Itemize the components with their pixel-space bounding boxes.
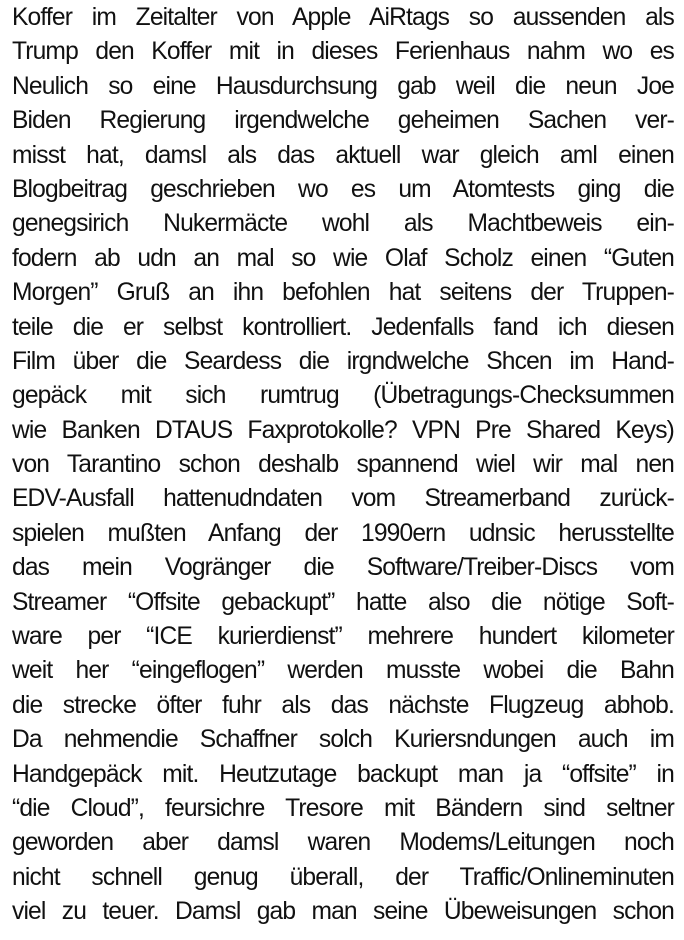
text-line: Film über die Seardess die irgndwelche Shcen im Hand- bbox=[12, 347, 674, 375]
text-line: Da nehmendie Schaffner solch Kuriersndungen auch im bbox=[12, 726, 674, 754]
text-line: ware per “ICE kurierdienst” mehrere hundert kilometer bbox=[12, 623, 674, 651]
text-line: spielen mußten Anfang der 1990ern udnsic herusstellte bbox=[12, 519, 674, 547]
text-line: viel zu teuer. Damsl gab man seine Übeweisungen schon bbox=[12, 898, 674, 926]
text-line: Blogbeitrag geschrieben wo es um Atomtests ging die bbox=[12, 175, 674, 203]
text-line: nicht schnell genug überall, der Traffic/Onlineminuten bbox=[12, 863, 674, 891]
text-line: genegsirich Nukermäcte wohl als Machtbeweis ein- bbox=[12, 210, 674, 238]
text-line: Morgen” Gruß an ihn befohlen hat seitens der Truppen- bbox=[12, 279, 674, 307]
text-line: das mein Vogränger die Software/Treiber-Discs vom bbox=[12, 554, 674, 582]
body-text bbox=[12, 1, 684, 930]
text-line: teile die er selbst kontrolliert. Jedenfalls fand ich diesen bbox=[12, 313, 674, 341]
text-line: EDV-Ausfall hattenudndaten vom Streamerband zurück- bbox=[12, 485, 674, 513]
text-line: gepäck mit sich rumtrug (Übetragungs-Checksummen bbox=[12, 382, 674, 410]
text-line: Handgepäck mit. Heutzutage backupt man ja “offsite” in bbox=[12, 760, 674, 788]
text-line: Trump den Koffer mit in dieses Ferienhaus nahm wo es bbox=[12, 38, 674, 66]
text-line: Streamer “Offsite gebackupt” hatte also die nötige Soft- bbox=[12, 588, 674, 616]
text-line: weit her “eingeflogen” werden musste wobei die Bahn bbox=[12, 657, 674, 685]
text-line: “die Cloud”, feursichre Tresore mit Bändern sind seltner bbox=[12, 794, 674, 822]
text-line: wie Banken DTAUS Faxprotokolle? VPN Pre Shared Keys) bbox=[12, 416, 674, 444]
text-line: die strecke öfter fuhr als das nächste Flugzeug abhob. bbox=[12, 691, 674, 719]
text-line: fodern ab udn an mal so wie Olaf Scholz einen “Guten bbox=[12, 244, 674, 272]
text-line: Biden Regierung irgendwelche geheimen Sachen ver- bbox=[12, 107, 674, 135]
text-line: Koffer im Zeitalter von Apple AiRtags so aussenden als bbox=[12, 4, 674, 31]
text-line: misst hat, damsl als das aktuell war gleich aml einen bbox=[12, 141, 674, 169]
text-line: Neulich so eine Hausdurchsung gab weil die neun Joe bbox=[12, 72, 674, 100]
text-line: von Tarantino schon deshalb spannend wiel wir mal nen bbox=[12, 451, 674, 479]
text-line: geworden aber damsl waren Modems/Leitungen noch bbox=[12, 829, 674, 857]
